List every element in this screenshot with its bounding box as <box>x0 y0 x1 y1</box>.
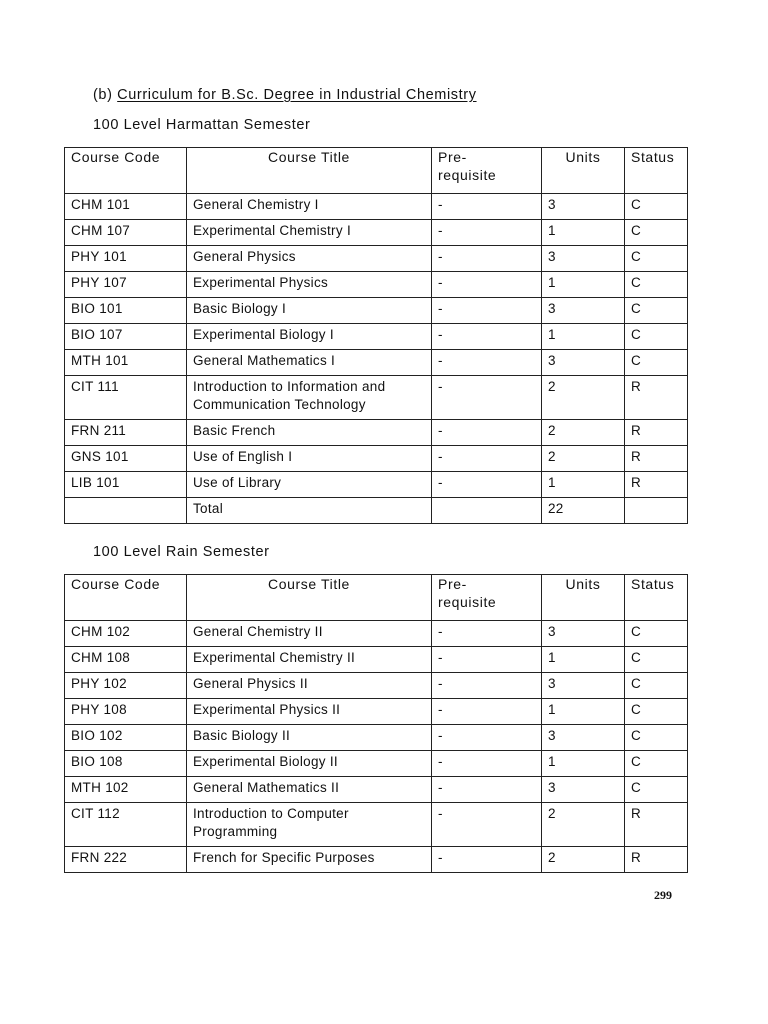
cell-title: Introduction to Computer Programming <box>187 803 432 847</box>
cell-title: Experimental Biology I <box>187 324 432 350</box>
cell-status: C <box>625 751 688 777</box>
table-row <box>65 272 688 298</box>
cell-title: Experimental Physics II <box>187 699 432 725</box>
cell-units: 2 <box>542 446 625 472</box>
table-row <box>65 298 688 324</box>
cell-units: 1 <box>542 220 625 246</box>
cell-code: CIT 112 <box>65 803 187 847</box>
cell-prereq: - <box>432 673 542 699</box>
table-header-row <box>65 575 688 621</box>
col-header-units: Units <box>542 148 625 194</box>
cell-title: General Chemistry II <box>187 621 432 647</box>
cell-title: Experimental Chemistry I <box>187 220 432 246</box>
table-row <box>65 803 688 847</box>
cell-status: C <box>625 673 688 699</box>
cell-units: 3 <box>542 194 625 220</box>
cell-units: 3 <box>542 621 625 647</box>
cell-title: General Chemistry I <box>187 194 432 220</box>
cell-status: R <box>625 446 688 472</box>
cell-prereq: - <box>432 803 542 847</box>
total-units: 22 <box>542 498 625 524</box>
cell-code: CHM 102 <box>65 621 187 647</box>
cell-units: 1 <box>542 324 625 350</box>
cell-code: FRN 222 <box>65 847 187 873</box>
cell-code: BIO 108 <box>65 751 187 777</box>
cell-status: C <box>625 647 688 673</box>
cell-code: PHY 101 <box>65 246 187 272</box>
cell-status: C <box>625 725 688 751</box>
cell-title: General Physics II <box>187 673 432 699</box>
table-row <box>65 324 688 350</box>
heading-prefix: (b) <box>93 87 113 103</box>
cell-status: C <box>625 298 688 324</box>
cell-prereq: - <box>432 324 542 350</box>
table-row <box>65 446 688 472</box>
table-header-row <box>65 148 688 194</box>
rain-semester-title: 100 Level Rain Semester <box>93 544 270 560</box>
col-header-title: Course Title <box>187 575 432 621</box>
cell-code: PHY 107 <box>65 272 187 298</box>
cell-code: CIT 111 <box>65 376 187 420</box>
cell-status: C <box>625 272 688 298</box>
table-row <box>65 647 688 673</box>
cell-units: 3 <box>542 350 625 376</box>
table-row <box>65 699 688 725</box>
cell-status: C <box>625 324 688 350</box>
cell-title: Basic Biology I <box>187 298 432 324</box>
table-row <box>65 194 688 220</box>
cell-prereq: - <box>432 298 542 324</box>
harmattan-course-table <box>64 147 688 524</box>
cell-prereq: - <box>432 376 542 420</box>
cell-units: 3 <box>542 298 625 324</box>
cell-prereq: - <box>432 751 542 777</box>
cell-prereq: - <box>432 446 542 472</box>
rain-course-table <box>64 574 688 873</box>
cell-units: 2 <box>542 803 625 847</box>
cell-code: CHM 108 <box>65 647 187 673</box>
table-row <box>65 420 688 446</box>
curriculum-title: Curriculum for B.Sc. Degree in Industrial Chemistry <box>117 87 477 103</box>
cell-code: MTH 102 <box>65 777 187 803</box>
cell-units: 2 <box>542 376 625 420</box>
cell-units: 3 <box>542 725 625 751</box>
cell-title: Use of Library <box>187 472 432 498</box>
col-header-status: Status <box>625 575 688 621</box>
cell-title: Experimental Physics <box>187 272 432 298</box>
table-row <box>65 777 688 803</box>
cell-status: C <box>625 621 688 647</box>
cell-prereq: - <box>432 621 542 647</box>
cell-status: C <box>625 246 688 272</box>
table-row <box>65 847 688 873</box>
table-row <box>65 751 688 777</box>
cell-prereq: - <box>432 777 542 803</box>
cell-prereq: - <box>432 272 542 298</box>
cell-prereq: - <box>432 350 542 376</box>
table-row <box>65 725 688 751</box>
cell-prereq: - <box>432 420 542 446</box>
cell-units: 1 <box>542 699 625 725</box>
cell-prereq: - <box>432 699 542 725</box>
cell-code: FRN 211 <box>65 420 187 446</box>
table-row <box>65 376 688 420</box>
cell-status: C <box>625 194 688 220</box>
cell-units: 1 <box>542 647 625 673</box>
col-header-prereq: Pre- requisite <box>432 148 542 194</box>
cell-title: Experimental Biology II <box>187 751 432 777</box>
cell-code: BIO 102 <box>65 725 187 751</box>
cell-title: Basic French <box>187 420 432 446</box>
col-header-status: Status <box>625 148 688 194</box>
table-row <box>65 621 688 647</box>
harmattan-semester-title: 100 Level Harmattan Semester <box>93 117 311 133</box>
col-header-code: Course Code <box>65 148 187 194</box>
page-number: 299 <box>654 888 672 902</box>
cell-title: General Mathematics II <box>187 777 432 803</box>
table-row <box>65 673 688 699</box>
cell-units: 1 <box>542 272 625 298</box>
cell-title: French for Specific Purposes <box>187 847 432 873</box>
table-row <box>65 220 688 246</box>
cell-code: GNS 101 <box>65 446 187 472</box>
cell-prereq: - <box>432 647 542 673</box>
cell-title: General Mathematics I <box>187 350 432 376</box>
cell-units: 1 <box>542 472 625 498</box>
cell-prereq: - <box>432 246 542 272</box>
cell-units: 2 <box>542 420 625 446</box>
cell-title: General Physics <box>187 246 432 272</box>
col-header-title: Course Title <box>187 148 432 194</box>
cell-status: R <box>625 803 688 847</box>
cell-units: 2 <box>542 847 625 873</box>
cell-code: MTH 101 <box>65 350 187 376</box>
cell-prereq: - <box>432 220 542 246</box>
cell-prereq: - <box>432 472 542 498</box>
cell-title: Experimental Chemistry II <box>187 647 432 673</box>
cell-status: R <box>625 376 688 420</box>
cell-code: LIB 101 <box>65 472 187 498</box>
total-label: Total <box>187 498 432 524</box>
rain-table-body <box>65 621 688 873</box>
cell-title: Introduction to Information and Communication Technology <box>187 376 432 420</box>
cell-code: CHM 107 <box>65 220 187 246</box>
cell-prereq: - <box>432 847 542 873</box>
cell-status: C <box>625 777 688 803</box>
total-empty-code <box>65 498 187 524</box>
cell-units: 3 <box>542 246 625 272</box>
cell-title: Use of English I <box>187 446 432 472</box>
col-header-units: Units <box>542 575 625 621</box>
cell-code: BIO 101 <box>65 298 187 324</box>
cell-status: R <box>625 472 688 498</box>
cell-status: C <box>625 350 688 376</box>
cell-status: R <box>625 847 688 873</box>
harmattan-table-body <box>65 194 688 524</box>
col-header-prereq: Pre- requisite <box>432 575 542 621</box>
col-header-code: Course Code <box>65 575 187 621</box>
cell-status: C <box>625 220 688 246</box>
total-empty-status <box>625 498 688 524</box>
cell-title: Basic Biology II <box>187 725 432 751</box>
cell-units: 1 <box>542 751 625 777</box>
cell-prereq: - <box>432 725 542 751</box>
cell-units: 3 <box>542 777 625 803</box>
document-heading <box>93 87 477 103</box>
cell-status: R <box>625 420 688 446</box>
table-row <box>65 350 688 376</box>
cell-code: CHM 101 <box>65 194 187 220</box>
cell-code: BIO 107 <box>65 324 187 350</box>
cell-status: C <box>625 699 688 725</box>
table-row <box>65 472 688 498</box>
total-empty-prereq <box>432 498 542 524</box>
cell-code: PHY 102 <box>65 673 187 699</box>
cell-prereq: - <box>432 194 542 220</box>
cell-units: 3 <box>542 673 625 699</box>
cell-code: PHY 108 <box>65 699 187 725</box>
total-row <box>65 498 688 524</box>
table-row <box>65 246 688 272</box>
